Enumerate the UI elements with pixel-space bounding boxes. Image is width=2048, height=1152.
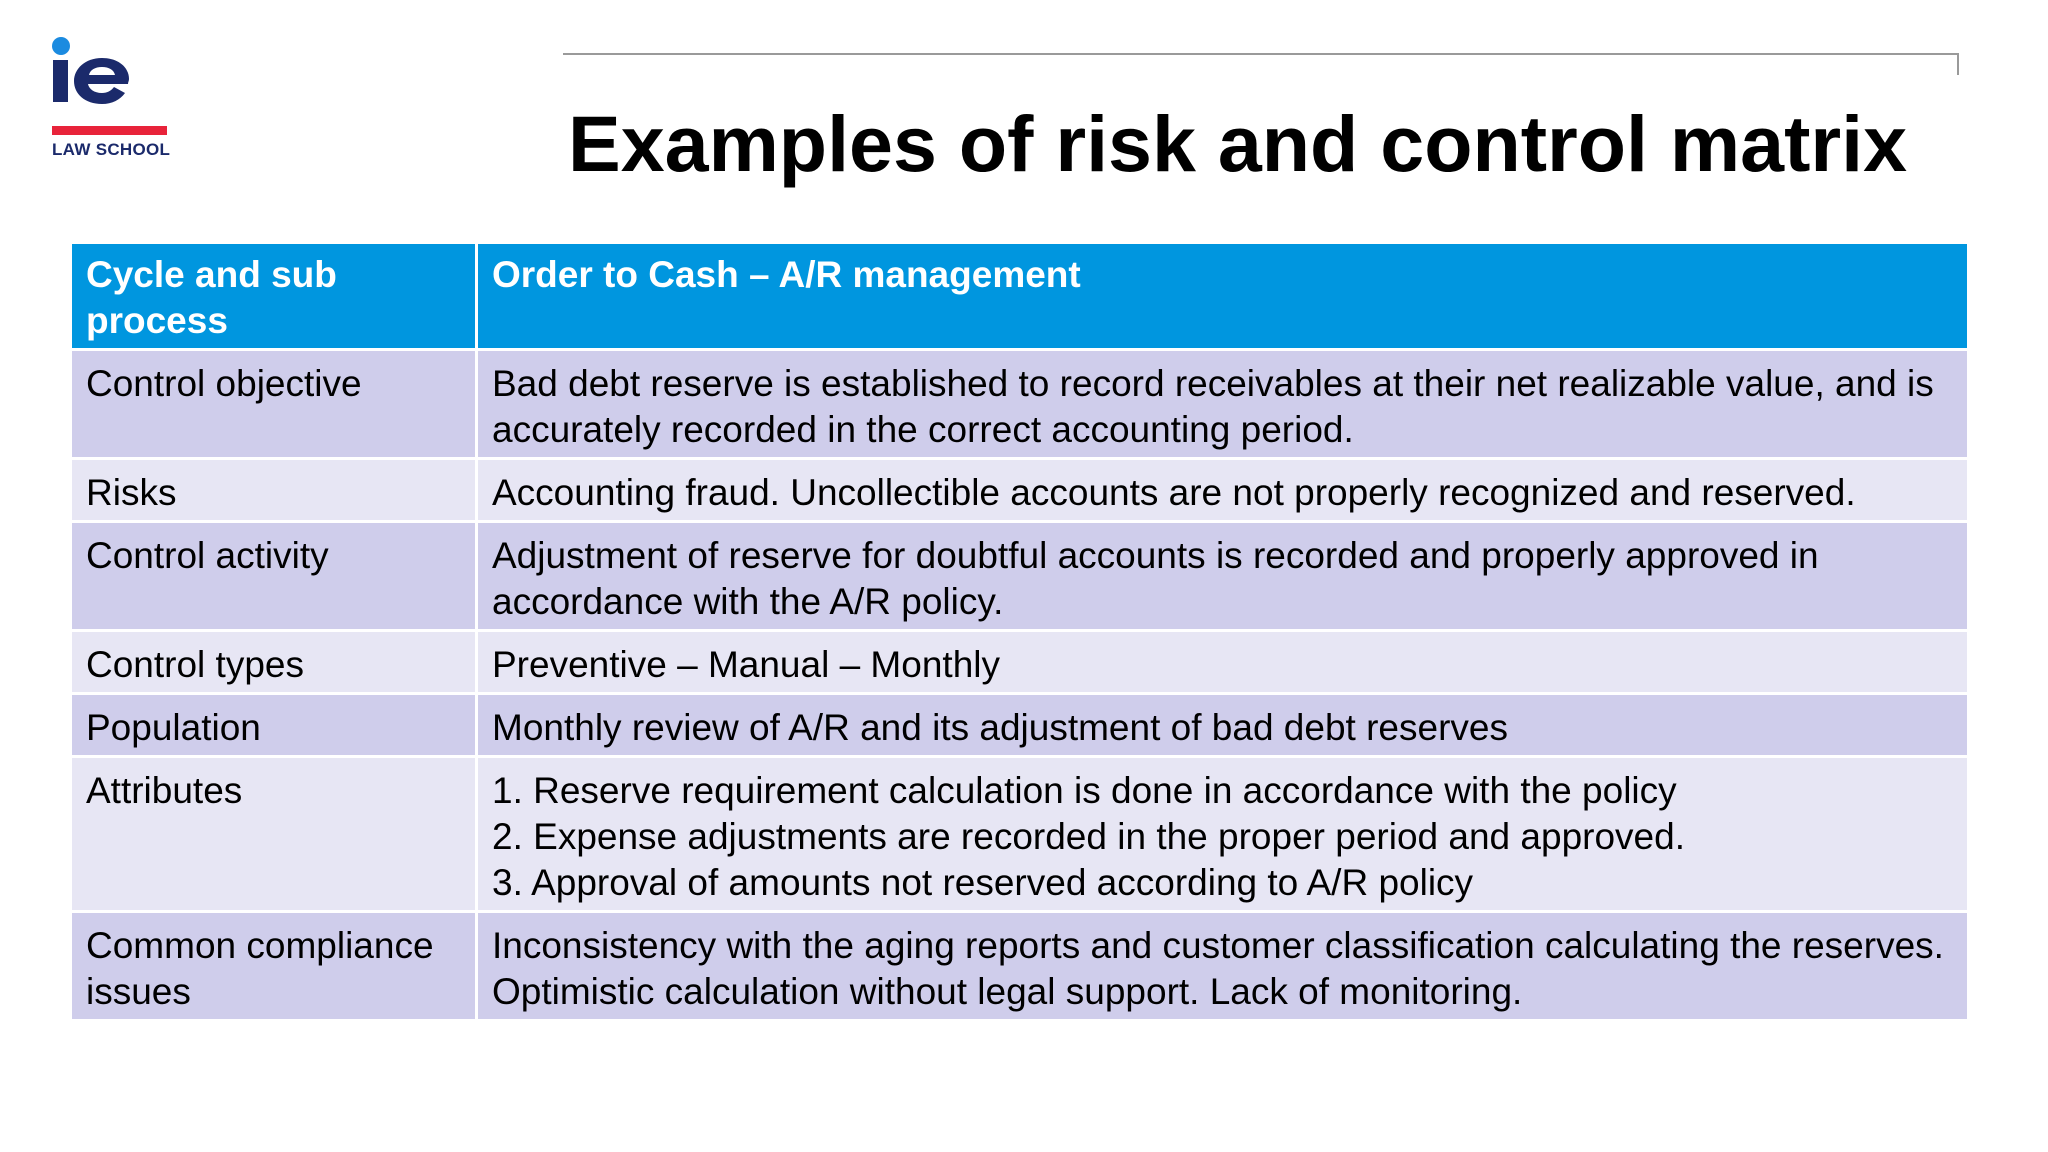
logo-dot [52,37,70,55]
row-value: Adjustment of reserve for doubtful accounts is recorded and properly approved in accordance with the A/R policy. [477,522,1969,631]
row-value: Preventive – Manual – Monthly [477,631,1969,694]
risk-control-matrix-table [69,241,1970,1022]
row-label: Common compliance issues [71,912,477,1021]
table-row-population [71,694,1969,757]
attribute-item: 1. Reserve requirement calculation is done in accordance with the policy [492,770,1677,811]
row-value: Bad debt reserve is established to record receivables at their net realizable value, and is accurately recorded in the correct accounting period. [477,350,1969,459]
ie-logo-mark [52,36,142,120]
row-value: Monthly review of A/R and its adjustment of bad debt reserves [477,694,1969,757]
attribute-item: 3. Approval of amounts not reserved according to A/R policy [492,862,1474,903]
table-row-attributes [71,757,1969,912]
table-row-common-compliance-issues [71,912,1969,1021]
table-row-control-activity [71,522,1969,631]
logo-red-bar [52,126,167,135]
row-value: Inconsistency with the aging reports and customer classification calculating the reserves. Optimistic calculation without legal support. Lack of monitoring. [477,912,1969,1021]
row-label: Risks [71,459,477,522]
table-row-risks [71,459,1969,522]
row-label: Attributes [71,757,477,912]
logo-letter-e [74,58,129,104]
table-row-control-types [71,631,1969,694]
slide-title: Examples of risk and control matrix [568,99,1908,188]
ie-law-school-logo [52,36,172,166]
table-header-row [71,243,1969,350]
row-value: Accounting fraud. Uncollectible accounts are not properly recognized and reserved. [477,459,1969,522]
logo-letter-i [53,60,68,102]
row-label: Control objective [71,350,477,459]
header-value-cell: Order to Cash – A/R management [477,243,1969,350]
row-label: Control types [71,631,477,694]
row-label: Population [71,694,477,757]
header-label-cell: Cycle and sub process [71,243,477,350]
row-label: Control activity [71,522,477,631]
table-row-control-objective [71,350,1969,459]
row-value [477,757,1969,912]
header-rule [563,53,1959,55]
attribute-item: 2. Expense adjustments are recorded in the proper period and approved. [492,816,1685,857]
header-rule-tick [1957,53,1959,75]
logo-subtitle: LAW SCHOOL [52,140,171,159]
